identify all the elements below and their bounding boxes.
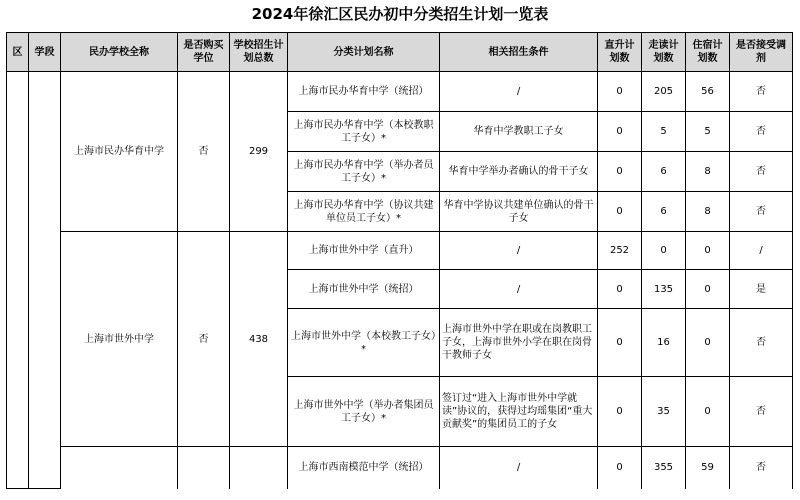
table-row: [7, 72, 793, 112]
adjust-value: 是: [730, 270, 793, 309]
header-adjust: 是否接受调剂: [730, 33, 793, 72]
direct-count: 0: [598, 309, 642, 377]
header-total: 学校招生计划总数: [230, 33, 288, 72]
total-value: 299: [230, 72, 288, 232]
adjust-value: 否: [730, 72, 793, 112]
day-count: 5: [642, 112, 686, 152]
day-count: 35: [642, 377, 686, 447]
direct-count: 0: [598, 152, 642, 192]
plan-conditions: 华育中学教职工子女: [440, 112, 598, 152]
header-conditions: 相关招生条件: [440, 33, 598, 72]
plan-conditions: /: [440, 270, 598, 309]
total-value: 438: [230, 232, 288, 447]
direct-count: 0: [598, 270, 642, 309]
day-count: 6: [642, 192, 686, 232]
plan-name: 上海市世外中学（举办者集团员工子女）*: [288, 377, 440, 447]
header-direct: 直升计划数: [598, 33, 642, 72]
buy-seat-value: 否: [178, 72, 230, 232]
adjust-value: /: [730, 232, 793, 270]
board-count: 0: [686, 232, 730, 270]
header-day: 走读计划数: [642, 33, 686, 72]
plan-conditions: 上海市世外中学在职或在岗教职工子女，上海市世外小学在职在岗骨干教师子女: [440, 309, 598, 377]
board-count: 0: [686, 270, 730, 309]
board-count: 8: [686, 152, 730, 192]
adjust-value: 否: [730, 152, 793, 192]
direct-count: 252: [598, 232, 642, 270]
school-name: 上海市民办华育中学: [61, 72, 178, 232]
stage-cell: [29, 72, 61, 489]
plan-name: 上海市民办华育中学（统招）: [288, 72, 440, 112]
header-school-name: 民办学校全称: [61, 33, 178, 72]
board-count: 56: [686, 72, 730, 112]
adjust-value: 否: [730, 447, 793, 489]
plan-name: 上海市世外中学（统招）: [288, 270, 440, 309]
school-name: 上海市世外中学: [61, 232, 178, 447]
table-row: [7, 232, 793, 270]
day-count: 0: [642, 232, 686, 270]
enrollment-table: [6, 32, 793, 489]
day-count: 355: [642, 447, 686, 489]
plan-name: 上海市民办华育中学（协议共建单位员工子女）*: [288, 192, 440, 232]
board-count: 0: [686, 309, 730, 377]
header-plan-name: 分类计划名称: [288, 33, 440, 72]
header-board: 住宿计划数: [686, 33, 730, 72]
board-count: 5: [686, 112, 730, 152]
board-count: 59: [686, 447, 730, 489]
plan-name: 上海市世外中学（本校教工子女）*: [288, 309, 440, 377]
day-count: 205: [642, 72, 686, 112]
board-count: 0: [686, 377, 730, 447]
plan-conditions: 签订过“进入上海市世外中学就读”协议的，获得过均瑶集团“重大贡献奖”的集团员工的子女: [440, 377, 598, 447]
day-count: 135: [642, 270, 686, 309]
plan-conditions: 华育中学举办者确认的骨干子女: [440, 152, 598, 192]
plan-name: 上海市世外中学（直升）: [288, 232, 440, 270]
buy-seat-value: [178, 447, 230, 489]
plan-conditions: /: [440, 232, 598, 270]
plan-name: 上海市西南模范中学（统招）: [288, 447, 440, 489]
direct-count: 0: [598, 192, 642, 232]
adjust-value: 否: [730, 377, 793, 447]
plan-name: 上海市民办华育中学（举办者员工子女）*: [288, 152, 440, 192]
district-cell: [7, 72, 29, 489]
day-count: 6: [642, 152, 686, 192]
plan-conditions: /: [440, 72, 598, 112]
day-count: 16: [642, 309, 686, 377]
direct-count: 0: [598, 72, 642, 112]
page-title: 2024年徐汇区民办初中分类招生计划一览表: [251, 5, 549, 23]
direct-count: 0: [598, 112, 642, 152]
buy-seat-value: 否: [178, 232, 230, 447]
header-row: [7, 33, 793, 72]
direct-count: 0: [598, 377, 642, 447]
adjust-value: 否: [730, 192, 793, 232]
header-district: 区: [7, 33, 29, 72]
total-value: [230, 447, 288, 489]
adjust-value: 否: [730, 309, 793, 377]
plan-name: 上海市民办华育中学（本校教职工子女）*: [288, 112, 440, 152]
plan-conditions: 华育中学协议共建单位确认的骨干子女: [440, 192, 598, 232]
table-row: [7, 447, 793, 489]
school-name: [61, 447, 178, 489]
plan-conditions: /: [440, 447, 598, 489]
header-buy-seat: 是否购买学位: [178, 33, 230, 72]
header-stage: 学段: [29, 33, 61, 72]
direct-count: 0: [598, 447, 642, 489]
adjust-value: 否: [730, 112, 793, 152]
board-count: 8: [686, 192, 730, 232]
